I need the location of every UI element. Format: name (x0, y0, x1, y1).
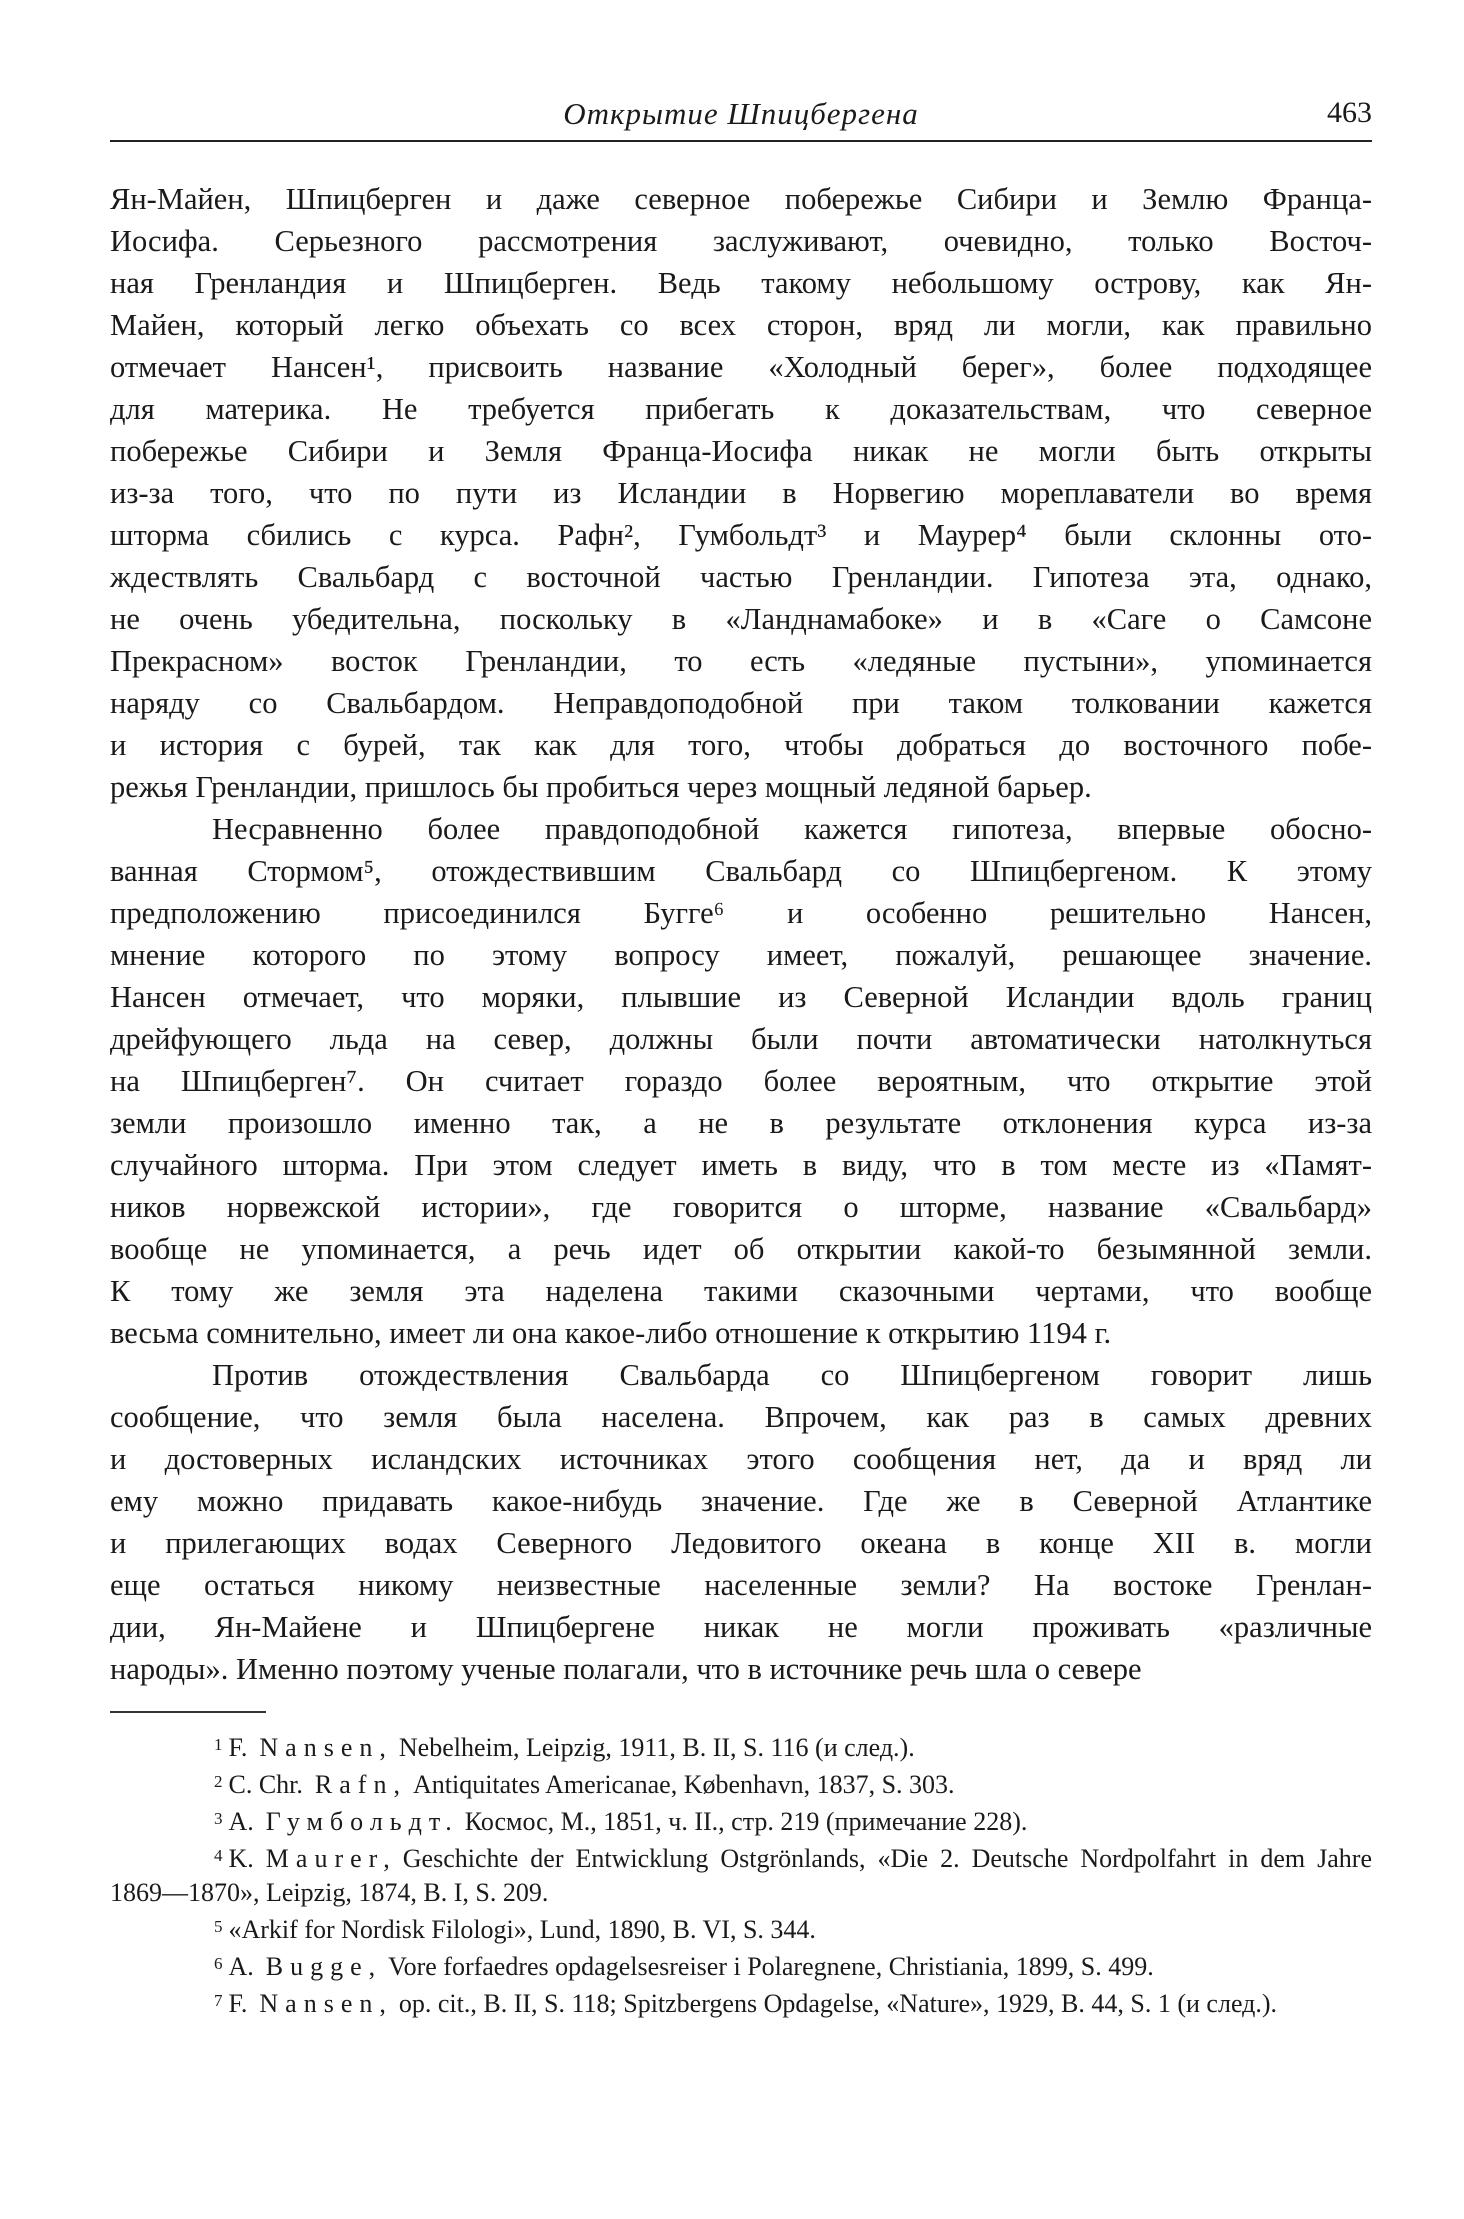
footnote-text: Geschichte der Entwicklung Ostgrönlands, «Die 2. Deutsche Nordpolfahrt in dem Jahre 1869—1870», Leipzig, 1874, B. I, S. 209. (110, 1844, 1372, 1907)
footnote (110, 1839, 1372, 1910)
text-line: вообще не упоминается, а речь идет об открытии какой-то безымянной земли. (110, 1232, 1372, 1266)
footnote (110, 1984, 1372, 2021)
text-line: Ян-Майен, Шпицберген и даже северное побережье Сибири и Землю Франца- (110, 182, 1372, 216)
footnote-number: 3 (214, 1809, 223, 1828)
footnote-number: 5 (214, 1917, 223, 1936)
footnote-initial: F. (228, 1733, 248, 1762)
text-line: предположению присоединился Бугге⁶ и особенно решительно Нансен, (110, 896, 1372, 930)
text-line: Против отождествления Свальбарда со Шпицбергеном говорит лишь (212, 1358, 1372, 1392)
footnote-author: Bugge, (265, 1952, 383, 1981)
footnote-text: Космос, М., 1851, ч. II., стр. 219 (примечание 228). (464, 1807, 1028, 1836)
paragraph (110, 178, 1372, 808)
footnote (110, 1802, 1372, 1839)
footnote-text: «Arkif for Nordisk Filologi», Lund, 1890, B. VI, S. 344. (228, 1915, 816, 1944)
footnote-author: Maurer, (265, 1844, 397, 1873)
footnote-number: 1 (214, 1735, 223, 1754)
paragraph (110, 1354, 1372, 1690)
footnote (110, 1765, 1372, 1802)
text-line: земли произошло именно так, а не в результате отклонения курса из-за (110, 1106, 1372, 1140)
running-header (110, 96, 1372, 142)
footnote-initial: K. (228, 1844, 254, 1873)
footnote-initial: F. (228, 1989, 248, 2018)
footnote-number: 4 (214, 1846, 223, 1865)
footnote-text: Nebelheim, Leipzig, 1911, B. II, S. 116 (и след.). (398, 1733, 915, 1762)
footnote (110, 1728, 1372, 1765)
footnote-author: Nansen, (259, 1733, 393, 1762)
text-line: из-за того, что по пути из Исландии в Норвегию мореплаватели во время (110, 476, 1372, 510)
footnote-author: Гумбольдт. (265, 1807, 459, 1836)
footnote-author: Nansen, (259, 1989, 393, 2018)
text-line: побережье Сибири и Земля Франца-Иосифа никак не могли быть открыты (110, 434, 1372, 468)
footnote (110, 1947, 1372, 1984)
footnote-number: 2 (214, 1772, 223, 1791)
text-line: отмечает Нансен¹, присвоить название «Холодный берег», более подходящее (110, 350, 1372, 384)
text-line: К тому же земля эта наделена такими сказочными чертами, что вообще (110, 1274, 1372, 1308)
running-title: Открытие Шпицбергена (563, 96, 919, 131)
text-line: весьма сомнительно, имеет ли она какое-либо отношение к открытию 1194 г. (110, 1316, 1112, 1350)
text-line: дрейфующего льда на север, должны были почти автоматически натолкнуться (110, 1022, 1372, 1056)
footnote-text: Vore forfaedres opdagelsesreiser i Polaregnene, Christiania, 1899, S. 499. (388, 1952, 1154, 1981)
text-line: и достоверных исландских источниках этого сообщения нет, да и вряд ли (110, 1442, 1372, 1476)
text-line: мнение которого по этому вопросу имеет, пожалуй, решающее значение. (110, 938, 1372, 972)
footnote-text: op. cit., B. II, S. 118; Spitzbergens Opdagelse, «Nature», 1929, B. 44, S. 1 (и след.). (398, 1989, 1278, 2018)
footnote-initial: C. Chr. (228, 1770, 303, 1799)
text-line: не очень убедительна, поскольку в «Ланднамабоке» и в «Саге о Самсоне (110, 602, 1372, 636)
text-line: дии, Ян-Майене и Шпицбергене никак не могли проживать «различные (110, 1610, 1372, 1644)
paragraph (110, 808, 1372, 1354)
text-line: шторма сбились с курса. Рафн², Гумбольдт³ и Маурер⁴ были склонны ото- (110, 518, 1372, 552)
footnotes (110, 1728, 1372, 2021)
text-line: случайного шторма. При этом следует иметь в виду, что в том месте из «Памят- (110, 1148, 1372, 1182)
footnote-author: Rafn, (314, 1770, 407, 1799)
text-line: и прилегающих водах Северного Ледовитого океана в конце XII в. могли (110, 1526, 1372, 1560)
text-line: еще остаться никому неизвестные населенные земли? На востоке Гренлан- (110, 1568, 1372, 1602)
text-line: ему можно придавать какое-нибудь значение. Где же в Северной Атлантике (110, 1484, 1372, 1518)
footnote-initial: А. (228, 1807, 254, 1836)
text-line: режья Гренландии, пришлось бы пробиться через мощный ледяной барьер. (110, 770, 1092, 804)
page-number: 463 (1327, 96, 1372, 129)
text-line: сообщение, что земля была населена. Впрочем, как раз в самых древних (110, 1400, 1372, 1434)
text-line: и история с бурей, так как для того, чтобы добраться до восточного побе- (110, 728, 1372, 762)
footnote-number: 6 (214, 1954, 223, 1973)
text-line: Майен, который легко объехать со всех сторон, вряд ли могли, как правильно (110, 308, 1372, 342)
text-line: ников норвежской истории», где говорится о шторме, название «Свальбард» (110, 1190, 1372, 1224)
body-text (110, 178, 1372, 1690)
text-line: народы». Именно поэтому ученые полагали, что в источнике речь шла о севере (110, 1652, 1142, 1686)
text-line: ная Гренландия и Шпицберген. Ведь такому небольшому острову, как Ян- (110, 266, 1372, 300)
text-line: ждествлять Свальбард с восточной частью Гренландии. Гипотеза эта, однако, (110, 560, 1372, 594)
text-line: ванная Стормом⁵, отождествившим Свальбард со Шпицбергеном. К этому (110, 854, 1372, 888)
text-line: на Шпицберген⁷. Он считает гораздо более вероятным, что открытие этой (110, 1064, 1372, 1098)
footnote-number: 7 (214, 1991, 223, 2010)
text-line: Несравненно более правдоподобной кажется гипотеза, впервые обосно- (212, 812, 1372, 846)
text-line: для материка. Не требуется прибегать к доказательствам, что северное (110, 392, 1372, 426)
footnote-initial: A. (228, 1952, 254, 1981)
footnote-divider (110, 1711, 266, 1713)
text-line: Прекрасном» восток Гренландии, то есть «ледяные пустыни», упоминается (110, 644, 1372, 678)
footnote (110, 1910, 1372, 1947)
text-line: Нансен отмечает, что моряки, плывшие из Северной Исландии вдоль границ (110, 980, 1372, 1014)
footnote-text: Antiquitates Americanae, København, 1837, S. 303. (412, 1770, 955, 1799)
text-line: Иосифа. Серьезного рассмотрения заслуживают, очевидно, только Восточ- (110, 224, 1372, 258)
text-line: наряду со Свальбардом. Неправдоподобной при таком толковании кажется (110, 686, 1372, 720)
